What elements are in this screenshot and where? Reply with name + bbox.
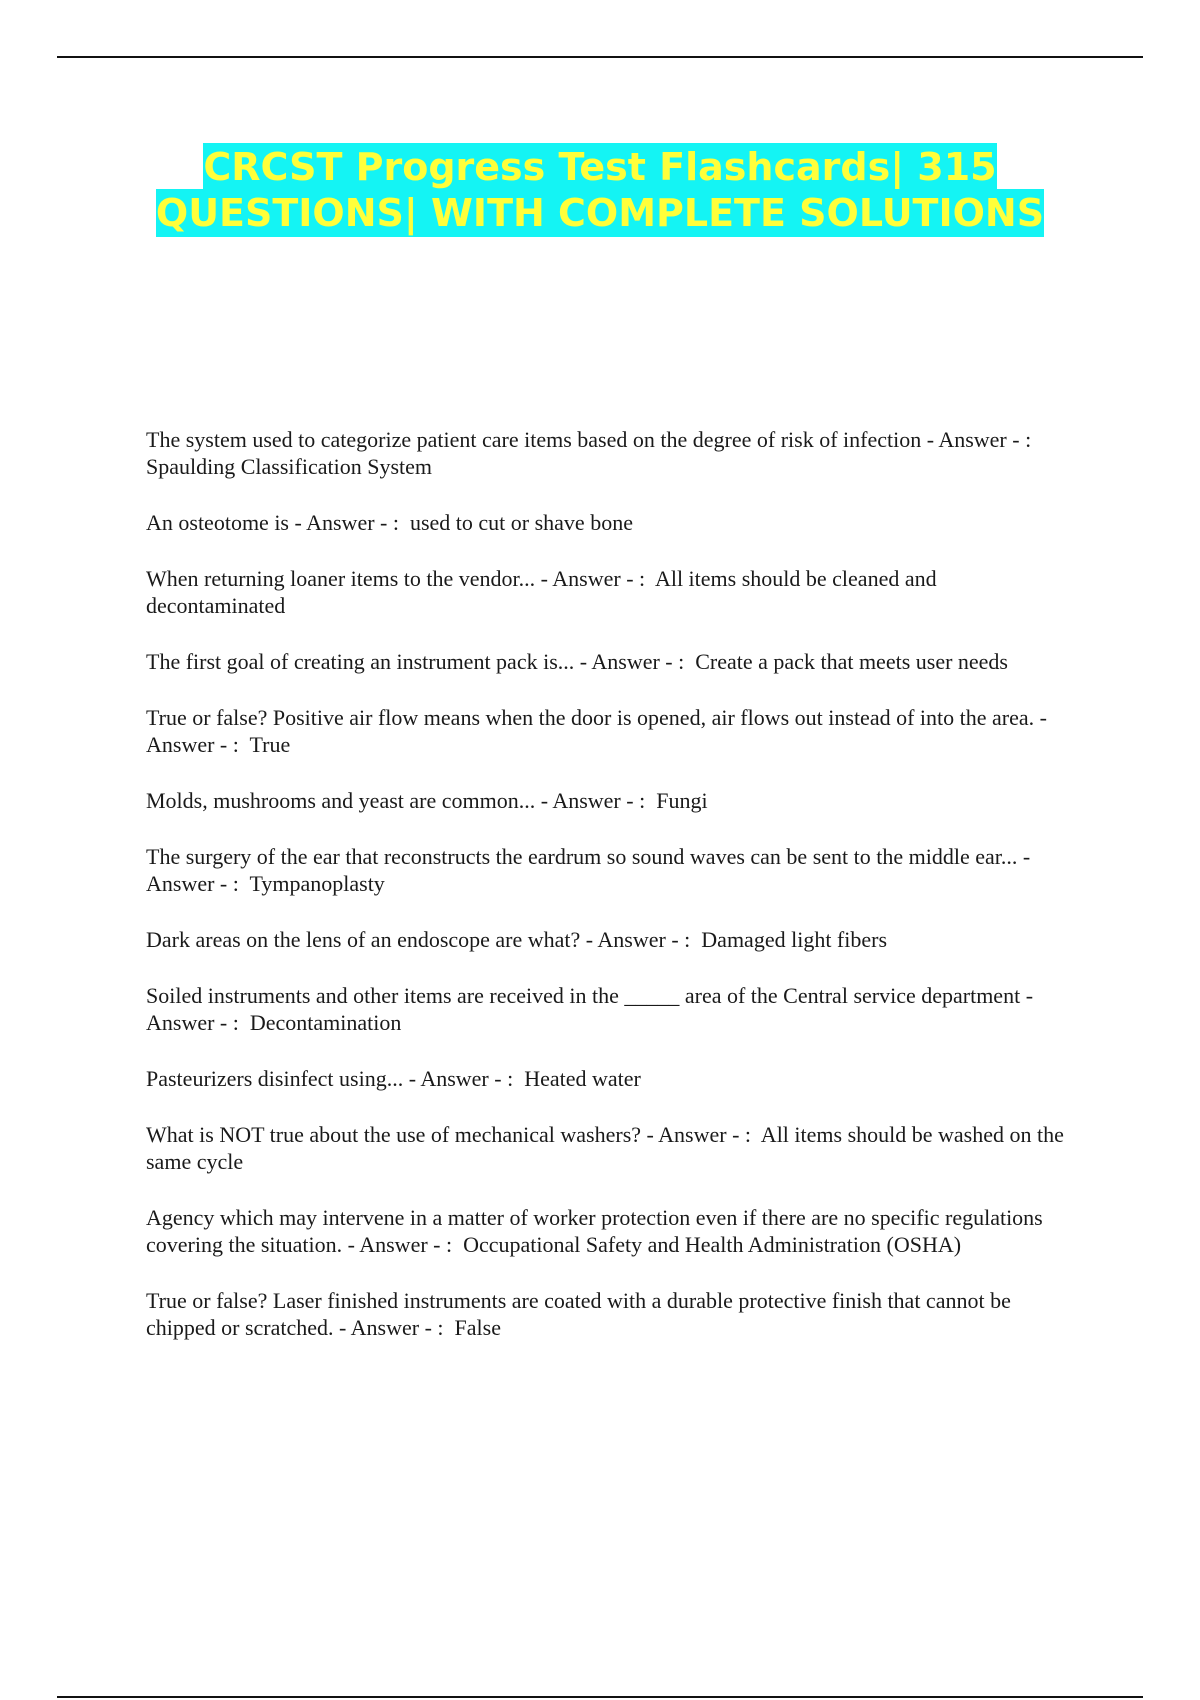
flashcard-question: The surgery of the ear that reconstructs the eardrum so sound waves can be sent to the middle ear... - Answer - : <box>146 844 1035 896</box>
flashcard-question: True or false? Positive air flow means when the door is opened, air flows out instead of into the area. - Answer - : <box>146 705 1052 757</box>
flashcard-answer: Damaged light fibers <box>695 927 888 952</box>
flashcard-item <box>146 1204 1076 1258</box>
bottom-rule <box>57 1696 1143 1698</box>
flashcard-item <box>146 648 1076 675</box>
flashcard-question: What is NOT true about the use of mechanical washers? - Answer - : <box>146 1122 757 1147</box>
flashcard-question: True or false? Laser finished instruments are coated with a durable protective finish that cannot be chipped or scratched. - Answer - : <box>146 1288 1017 1340</box>
flashcard-question: Soiled instruments and other items are received in the _____ area of the Central service department - Answer - : <box>146 983 1038 1035</box>
flashcard-item <box>146 1065 1076 1092</box>
flashcard-item <box>146 926 1076 953</box>
top-rule <box>57 56 1143 58</box>
flashcard-item <box>146 843 1076 897</box>
flashcard-answer: False <box>449 1315 501 1340</box>
flashcard-item <box>146 426 1076 480</box>
flashcard-answer: Tympanoplasty <box>244 871 385 896</box>
flashcard-question: Dark areas on the lens of an endoscope are what? - Answer - : <box>146 927 696 952</box>
flashcard-answer: All items should be cleaned and decontaminated <box>146 566 943 618</box>
flashcard-list <box>146 426 1076 1370</box>
flashcard-answer: Spaulding Classification System <box>146 427 1043 479</box>
flashcard-item <box>146 704 1076 758</box>
flashcard-item <box>146 509 1076 536</box>
document-title-text: CRCST Progress Test Flashcards| 315 QUESTIONS| WITH COMPLETE SOLUTIONS <box>155 145 1045 235</box>
flashcard-answer: All items should be washed on the same cycle <box>146 1122 1070 1174</box>
flashcard-answer: used to cut or shave bone <box>404 510 633 535</box>
flashcard-item <box>146 1121 1076 1175</box>
flashcard-question: The first goal of creating an instrument pack is... - Answer - : <box>146 649 690 674</box>
flashcard-question: Molds, mushrooms and yeast are common... - Answer - : <box>146 788 651 813</box>
flashcard-question: An osteotome is - Answer - : <box>146 510 405 535</box>
flashcard-question: The system used to categorize patient care items based on the degree of risk of infection - Answer - : <box>146 427 1037 452</box>
title-block <box>150 144 1050 236</box>
flashcard-question: Agency which may intervene in a matter of worker protection even if there are no specific regulations covering the situation. - Answer - : <box>146 1205 1049 1257</box>
flashcard-answer: True <box>244 732 291 757</box>
flashcard-item <box>146 982 1076 1036</box>
flashcard-item <box>146 565 1076 619</box>
document-title <box>150 144 1050 236</box>
flashcard-question: Pasteurizers disinfect using... - Answer - : <box>146 1066 519 1091</box>
flashcard-answer: Occupational Safety and Health Administration (OSHA) <box>457 1232 962 1257</box>
flashcard-answer: Fungi <box>650 788 708 813</box>
flashcard-answer: Decontamination <box>244 1010 402 1035</box>
flashcard-question: When returning loaner items to the vendor... - Answer - : <box>146 566 651 591</box>
flashcard-answer: Heated water <box>518 1066 641 1091</box>
flashcard-item <box>146 1287 1076 1341</box>
flashcard-item <box>146 787 1076 814</box>
flashcard-answer: Create a pack that meets user needs <box>689 649 1008 674</box>
